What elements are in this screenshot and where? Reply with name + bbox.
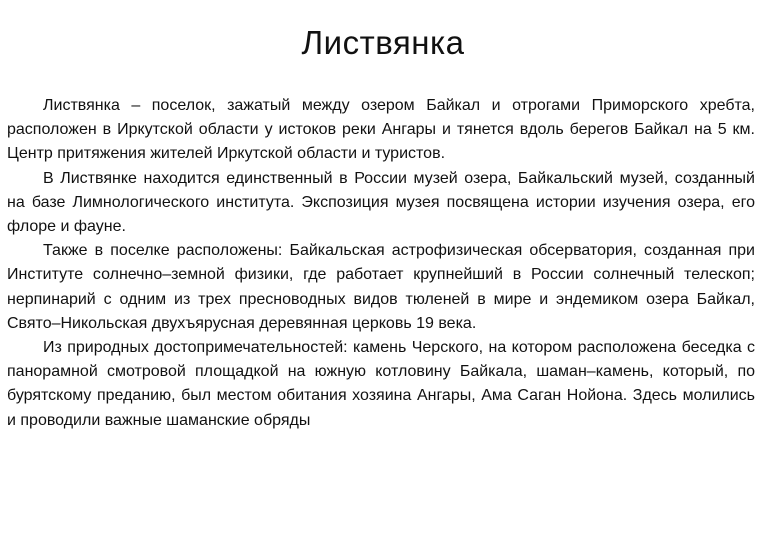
paragraph-museum: В Листвянке находится единственный в России музей озера, Байкальский музей, созданный на базе Лимнологического института. Экспозиция музея посвящена истории изучения озера, его флоре и фауне. — [7, 169, 755, 236]
slide-title: Листвянка — [301, 24, 465, 61]
paragraph-sights: Также в поселке расположены: Байкальская астрофизическая обсерватория, созданная при Институте солнечно–земной физики, где работает крупнейший в России солнечный телескоп; нерпинарий с одним из трех пресноводных видов тюленей в мире и эндемиком озера Байкал, Свято–Никольская двухъярусная деревянная церковь 19 века. — [7, 242, 755, 332]
slide-body — [7, 94, 755, 433]
paragraph-nature: Из природных достопримечательностей: камень Черского, на котором расположена беседка с панорамной смотровой площадкой на южную котловину Байкала, шаман–камень, который, по бурятскому преданию, был местом обитания хозяина Ангары, Ама Саган Нойона. Здесь молились и проводили важные шаманские обряды — [7, 339, 755, 429]
paragraph-intro: Листвянка – поселок, зажатый между озером Байкал и отрогами Приморского хребта, расположен в Иркутской области у истоков реки Ангары и тянется вдоль берегов Байкал на 5 км. Центр притяжения жителей Иркутской области и туристов. — [7, 97, 755, 163]
